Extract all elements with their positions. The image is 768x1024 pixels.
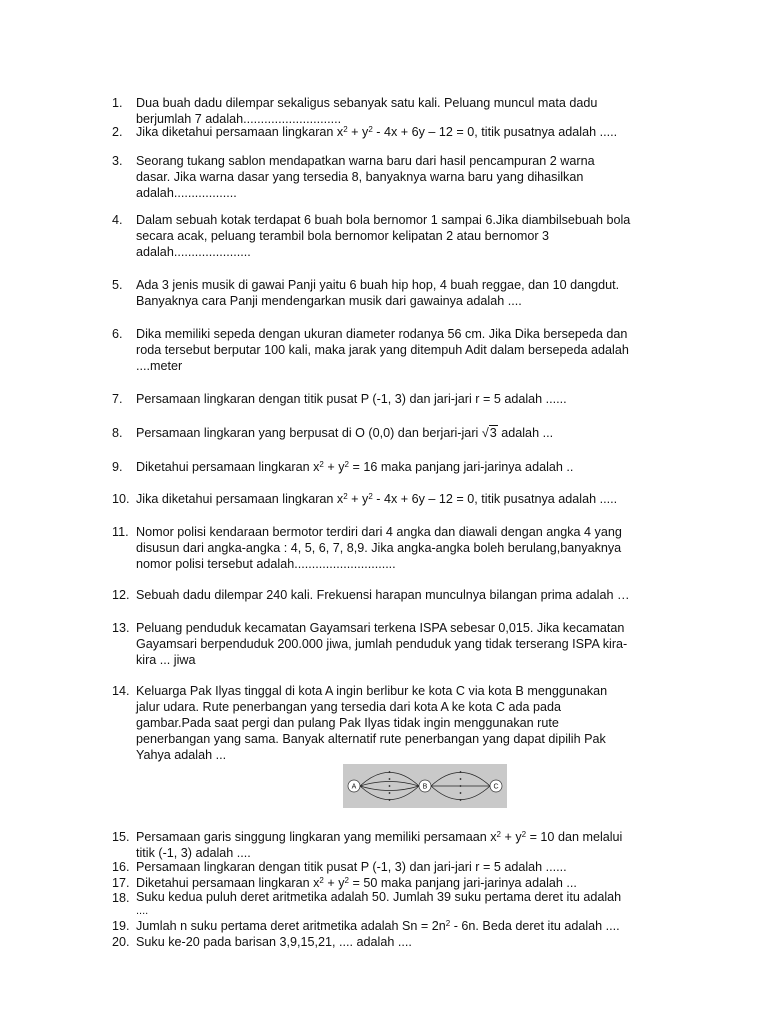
question-number: 7. xyxy=(112,392,123,406)
question-number: 3. xyxy=(112,154,123,168)
bc-route-dot xyxy=(460,771,462,773)
question-number: 6. xyxy=(112,327,123,341)
question-number: 11. xyxy=(112,525,129,539)
square-root-symbol: √3 xyxy=(481,426,497,440)
question-number: 14. xyxy=(112,684,130,698)
question-text: Persamaan lingkaran yang berpusat di O (0,0) dan berjari-jari √3 adalah ... xyxy=(136,426,554,440)
question-text: titik (-1, 3) adalah .... xyxy=(136,846,251,860)
question-text: Jika diketahui persamaan lingkaran $x^2 + y^2 - 4x + 6y - 12 = 0$, titik pusatnya adalah ..... xyxy=(136,125,618,139)
bc-route-dot xyxy=(460,799,462,801)
question-text: disusun dari angka-angka : 4, 5, 6, 7, 8,9. Jika angka-angka boleh berulang,banyaknya xyxy=(136,541,622,555)
question-text: Ada 3 jenis musik di gawai Panji yaitu 6 buah hip hop, 4 buah reggae, dan 10 dangdut. xyxy=(136,278,620,292)
question-text: Dua buah dadu dilempar sekaligus sebanyak satu kali. Peluang muncul mata dadu xyxy=(136,96,598,110)
question-text: Banyaknya cara Panji mendengarkan musik dari gawainya adalah .... xyxy=(136,294,522,308)
question-number: 17. xyxy=(112,876,130,890)
question-text: Dika memiliki sepeda dengan ukuran diameter rodanya 56 cm. Jika Dika bersepeda dan xyxy=(136,327,628,341)
question-text: gambar.Pada saat pergi dan pulang Pak Ilyas tidak ingin menggunakan rute xyxy=(136,716,559,730)
question-text: Suku kedua puluh deret aritmetika adalah 50. Jumlah 39 suku pertama deret itu adalah xyxy=(136,890,622,904)
question-number: 2. xyxy=(112,125,123,139)
question-number: 15. xyxy=(112,830,130,844)
question-text: Nomor polisi kendaraan bermotor terdiri dari 4 angka dan diawali dengan angka 4 yang xyxy=(136,525,622,539)
question-number: 9. xyxy=(112,460,123,474)
node-b-label: B xyxy=(422,783,428,791)
question-number: 5. xyxy=(112,278,123,292)
question-text: Dalam sebuah kotak terdapat 6 buah bola bernomor 1 sampai 6.Jika diambilsebuah bola xyxy=(136,213,631,227)
question-text: Persamaan lingkaran dengan titik pusat P (-1, 3) dan jari-jari r = 5 adalah ...... xyxy=(136,392,567,406)
question-text: Gayamsari berpenduduk 200.000 jiwa, jumlah penduduk yang tidak terserang ISPA kira- xyxy=(136,637,628,651)
question-text: Diketahui persamaan lingkaran $x^2 + y^2 = 50$ maka panjang jari-jarinya adalah ... xyxy=(136,876,577,890)
ab-route-dot xyxy=(389,785,391,787)
question-text: Peluang penduduk kecamatan Gayamsari terkena ISPA sebesar 0,015. Jika kecamatan xyxy=(136,621,625,635)
bc-route-dot xyxy=(460,792,462,794)
question-text: Persamaan lingkaran dengan titik pusat P (-1, 3) dan jari-jari r = 5 adalah ...... xyxy=(136,860,567,874)
question-text: Keluarga Pak Ilyas tinggal di kota A ingin berlibur ke kota C via kota B menggunakan xyxy=(136,684,608,698)
question-number: 20. xyxy=(112,935,130,949)
question-number: 18. xyxy=(112,891,130,905)
question-text: Seorang tukang sablon mendapatkan warna baru dari hasil pencampuran 2 warna xyxy=(136,154,595,168)
question-text: Jumlah n suku pertama deret aritmetika adalah $Sn = 2n^2 - 6n$. Beda deret itu adalah .... xyxy=(136,919,620,933)
bc-route-dot xyxy=(460,785,462,787)
node-a-label: A xyxy=(351,783,357,791)
question-text: berjumlah 7 adalah............................ xyxy=(136,112,342,126)
question-text: adalah...................... xyxy=(136,245,251,259)
question-number: 1. xyxy=(112,96,123,110)
question-text: Suku ke-20 pada barisan 3,9,15,21, .... adalah .... xyxy=(136,935,412,949)
ab-route-dot xyxy=(389,792,391,794)
question-number: 8. xyxy=(112,426,123,440)
question-text: Sebuah dadu dilempar 240 kali. Frekuensi harapan munculnya bilangan prima adalah … xyxy=(136,588,630,602)
ab-route-dot xyxy=(389,778,391,780)
question-text: nomor polisi tersebut adalah............................. xyxy=(136,557,396,571)
question-number: 13. xyxy=(112,621,130,635)
question-number: 19. xyxy=(112,919,130,933)
question-text: roda tersebut berputar 100 kali, maka jarak yang ditempuh Adit dalam bersepeda adalah xyxy=(136,343,629,357)
question-text: Diketahui persamaan lingkaran $x^2 + y^2 = 16$ maka panjang jari-jarinya adalah .. xyxy=(136,460,574,474)
question-number: 16. xyxy=(112,860,130,874)
node-c-label: C xyxy=(493,783,499,791)
question-text: ....meter xyxy=(136,359,183,373)
ab-route-dot xyxy=(389,799,391,801)
ab-route-dot xyxy=(389,771,391,773)
question-text: .... xyxy=(136,905,149,917)
question-text: jalur udara. Rute penerbangan yang tersedia dari kota A ke kota C ada pada xyxy=(136,700,561,714)
question-number: 10. xyxy=(112,492,130,506)
route-diagram xyxy=(343,764,507,808)
question-text: secara acak, peluang terambil bola bernomor kelipatan 2 atau bernomor 3 xyxy=(136,229,550,243)
question-text: Jika diketahui persamaan lingkaran $x^2 + y^2 - 4x + 6y - 12 = 0$, titik pusatnya adalah ..... xyxy=(136,492,618,506)
question-text: Persamaan garis singgung lingkaran yang memiliki persamaan $x^2 + y^2 = 10$ dan melalui xyxy=(136,830,623,844)
question-text: dasar. Jika warna dasar yang tersedia 8, banyaknya warna baru yang dihasilkan xyxy=(136,170,584,184)
question-text: penerbangan yang sama. Banyak alternatif rute penerbangan yang dapat dipilih Pak xyxy=(136,732,606,746)
question-text: Yahya adalah ... xyxy=(136,748,227,762)
question-number: 12. xyxy=(112,588,130,602)
question-number: 4. xyxy=(112,213,123,227)
question-text: kira ... jiwa xyxy=(136,653,196,667)
bc-route-dot xyxy=(460,778,462,780)
question-text: adalah.................. xyxy=(136,186,237,200)
